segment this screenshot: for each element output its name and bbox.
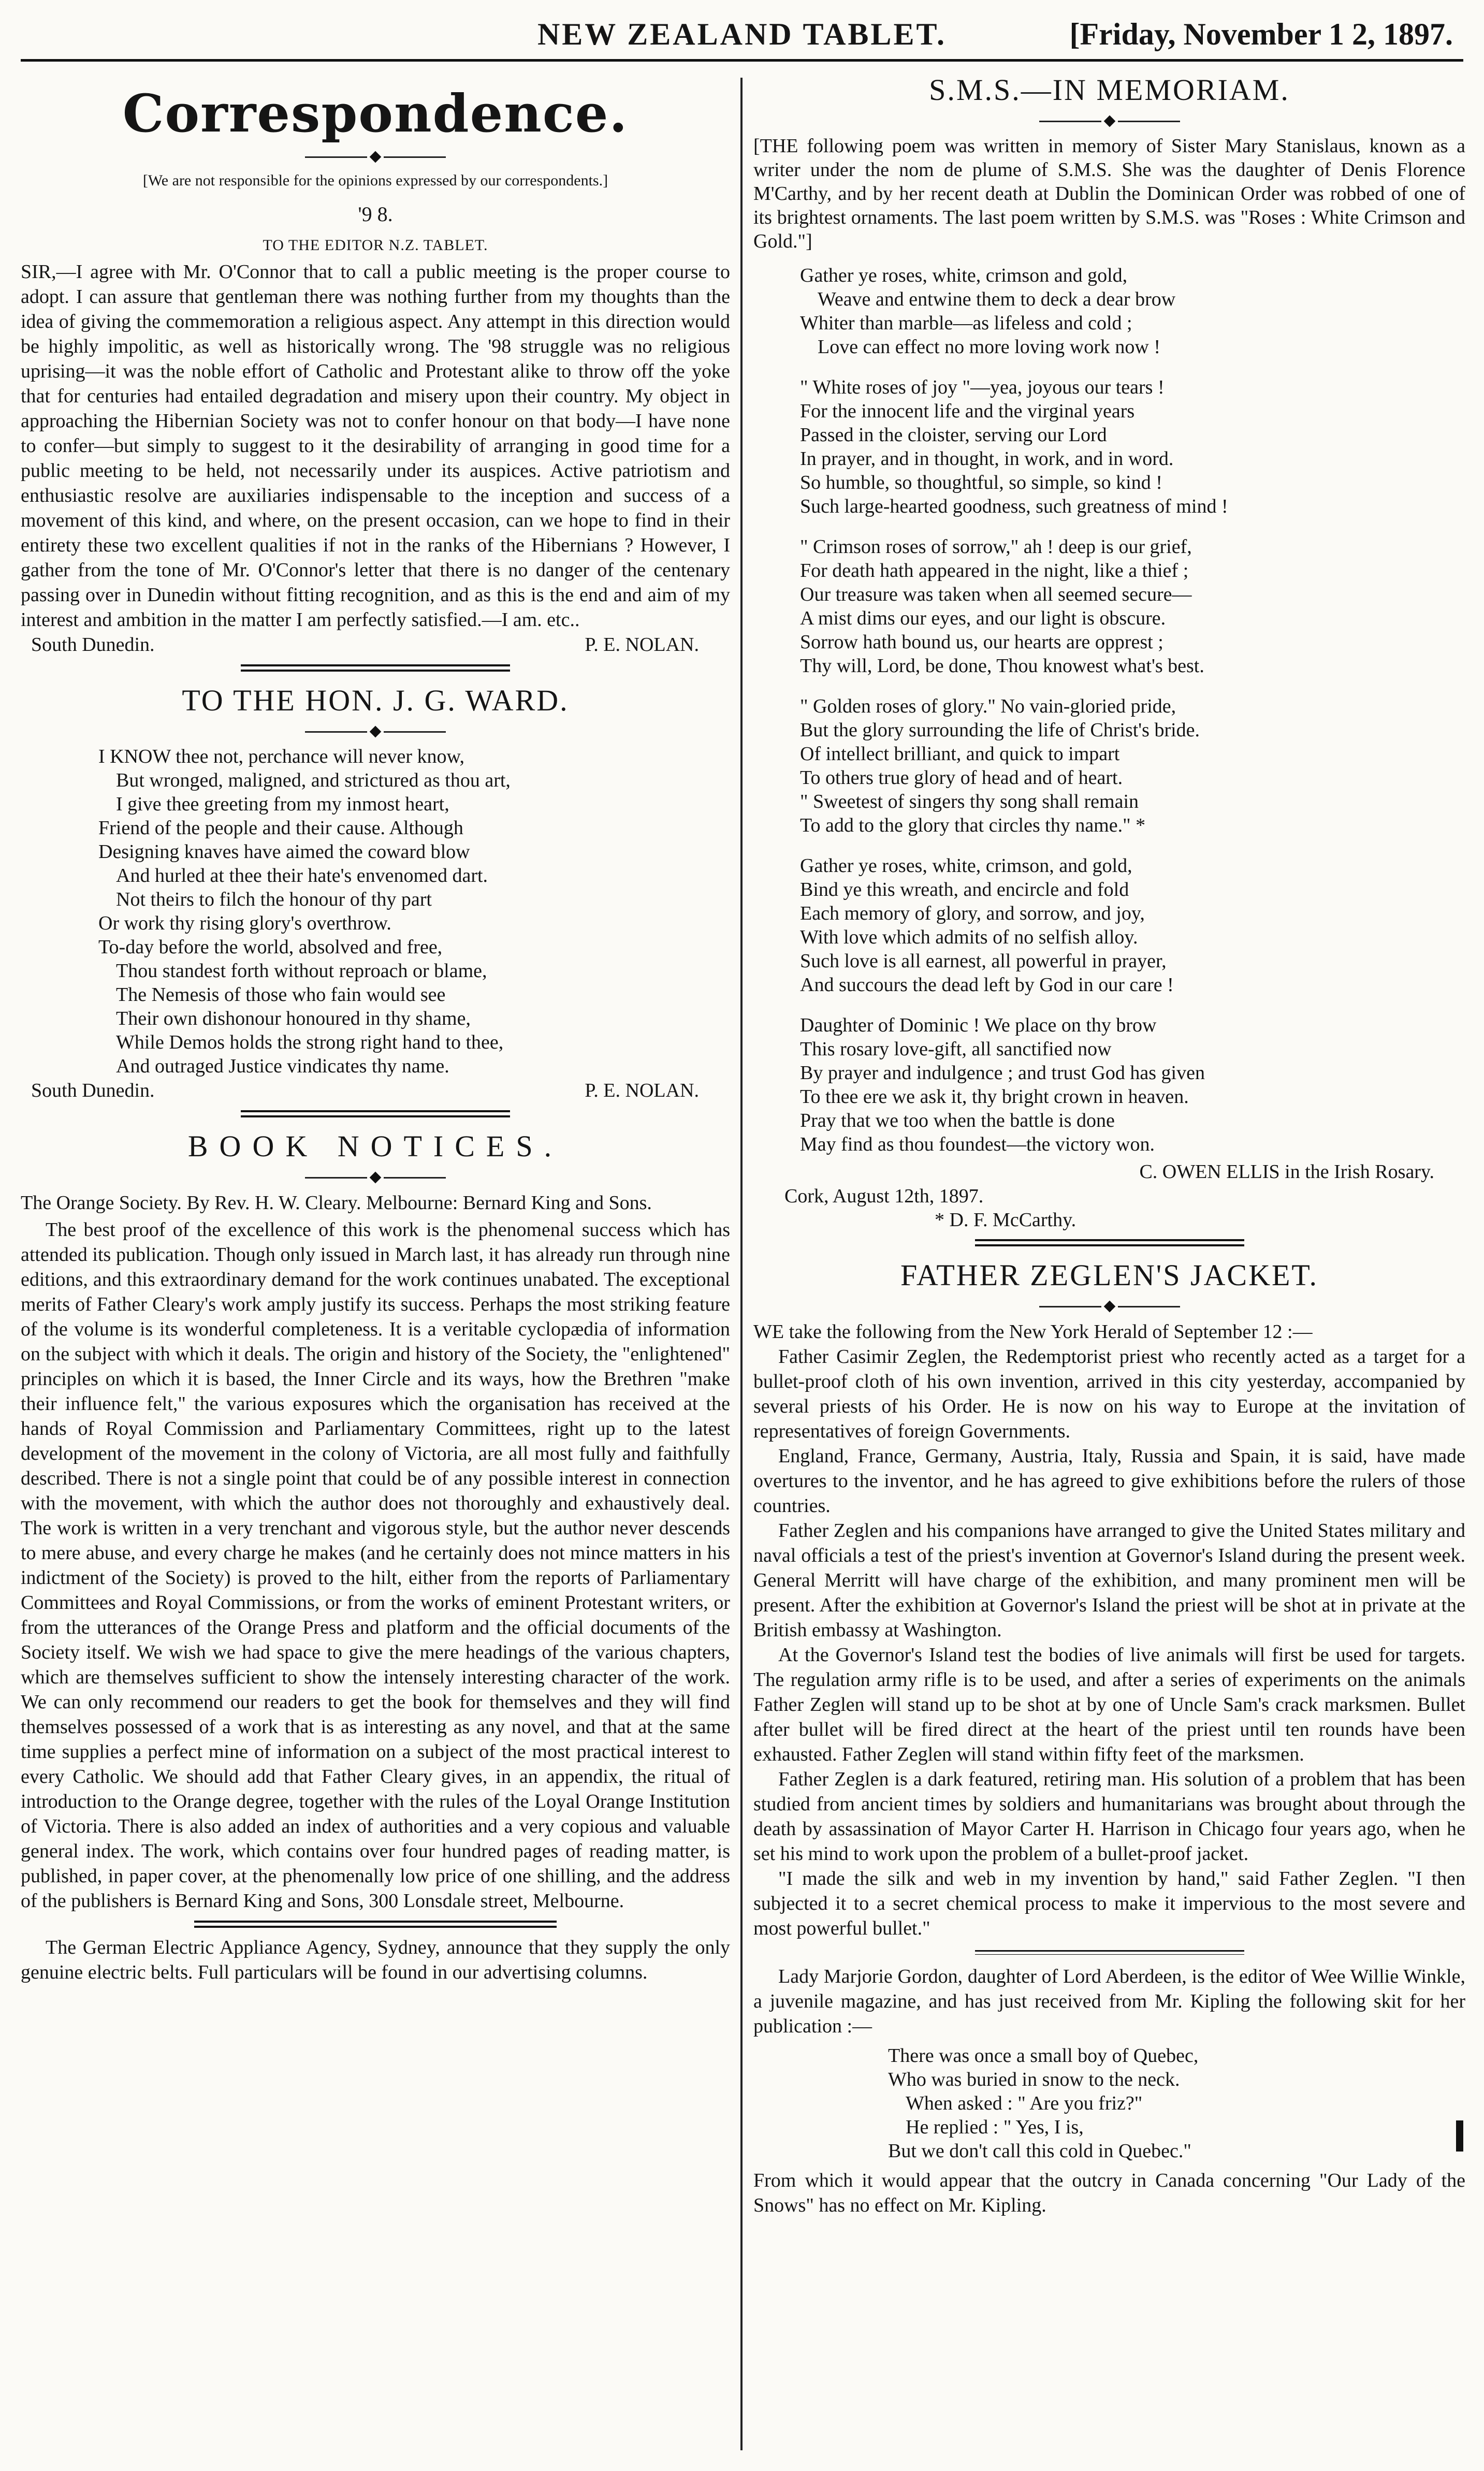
memoriam-intro: [THE following poem was written in memory of Sister Mary Stanislaus, known as a writer under the nom de plume of S.M.S. She was the daughter of Denis Florence M'Carthy, and by her recent death at Dublin the Dominican Order was robbed of one of its brightest ornaments. The last poem written by S.M.S. was "Roses : White Crimson and Gold."] [753, 135, 1465, 252]
book-notice-body: The best proof of the excellence of this work is the phenomenal success which has attended its publication. Though only issued in March last, it has already run through nine editions, and this extraordinary demand for the work continues unabated. The exceptional merits of Father Cleary's work amply justify its success. Perhaps the most striking feature of the volume is its wonderful completeness. It is a veritable cyclopædia of information on the subject with which it deals. The origin and history of the Society, the "enlightened" principles on which it is based, the Inner Circle and its ways, how the Brethren "make their influence felt," the various exposures which the organisation has received at the hands of Royal Commission and Parliamentary Committees, right up to the latest development of the movement in the colony of Victoria, are all most fully and faithfully described. There is not a single point that could be of any possible interest in connection with the movement, with which the author does not thoroughly and exhaustively deal. The work is written in a very trenchant and vigorous style, but the author never descends to mere abuse, and every charge he makes (and he certainly does not mince matters in his indictment of the Society) is proved to the hilt, either from the reports of Parliamentary Committees and Royal Commissions, or from the works of eminent Protestant writers, or from the utterances of the Orange Press and platform and the official documents of the Society itself. We wish we had space to give the mere headings of the various chapters, which are themselves sufficient to show the intensely interesting character of the work. We can only recommend our readers to get the book for themselves and they will find themselves possessed of a work that is as interesting as any novel, and that at the same time supplies a perfect mine of information on a subject of the most practical interest to every Catholic. We should add that Father Cleary gives, in an appendix, the ritual of introduction to the Orange degree, together with the rules of the Loyal Orange Institution of Victoria. There is also added an index of authorities and a very copious and valuable general index. The work, which contains over four hundred pages of reading matter, is published, in paper cover, at the phenomenally low price of one shilling, and the address of the publishers is Bernard King and Sons, 300 Lonsdale street, Melbourne. [21, 1219, 730, 1912]
poem-line: This rosary love-gift, all sanctified now [800, 1038, 1112, 1060]
memoriam-poem [753, 264, 1465, 1156]
skit-line: But we don't call this cold in Quebec." [888, 2140, 1191, 2162]
letter-addressee: TO THE EDITOR N.Z. TABLET. [263, 237, 488, 254]
kipling-outro: From which it would appear that the outcry in Canada concerning "Our Lady of the Snows" has no effect on Mr. Kipling. [753, 2170, 1465, 2216]
ward-poem-signoff [21, 1078, 730, 1103]
poem-line: To others true glory of head and of heart. [800, 767, 1123, 789]
poem-line: Pray that we too when the battle is done [800, 1110, 1115, 1131]
poem-line: But the glory surrounding the life of Christ's bride. [800, 719, 1200, 741]
poem-line: " White roses of joy "—yea, joyous our tears ! [800, 376, 1165, 398]
poem-line: Such large-hearted goodness, such greatness of mind ! [800, 496, 1228, 517]
zeglen-heading: FATHER ZEGLEN'S JACKET. [900, 1258, 1319, 1292]
poem-line: " Golden roses of glory." No vain-gloried pride, [800, 695, 1176, 717]
poem-line: Friend of the people and their cause. Although [98, 817, 463, 839]
zeglen-paragraph: Father Zeglen and his companions have arranged to give the United States military and naval officials a test of the priest's invention at Governor's Island during the present week. General Merritt will have charge of the exhibition, and many prominent men will be present. After the exhibition at Governor's Island the priest will be shot at in private at the British embassy at Washington. [753, 1520, 1465, 1641]
poem-line: Designing knaves have aimed the coward blow [98, 841, 470, 863]
poem-line: By prayer and indulgence ; and trust God has given [800, 1062, 1205, 1084]
poem-line: Weave and entwine them to deck a dear brow [818, 288, 1176, 310]
zeglen-paragraph: Father Casimir Zeglen, the Redemptorist priest who recently acted as a target for a bullet-proof cloth of his own invention, arrived in this city yesterday, accompanied by several priests of his Order. He is now on his way to Europe at the invitation of representatives of foreign Governments. [753, 1346, 1465, 1442]
poem-line: Our treasure was taken when all seemed secure— [800, 584, 1192, 605]
skit-line: Who was buried in snow to the neck. [888, 2069, 1180, 2090]
poem-line: Not theirs to filch the honour of thy part [116, 889, 432, 910]
poem-line: And succours the dead left by God in our care ! [800, 974, 1174, 996]
poem-line: Their own dishonour honoured in thy shame, [116, 1008, 471, 1029]
skit-line: When asked : " Are you friz?" [906, 2092, 1143, 2114]
memoriam-attribution: C. OWEN ELLIS in the Irish Rosary. [1139, 1161, 1434, 1183]
poem-line: In prayer, and in thought, in work, and in word. [800, 448, 1174, 470]
ward-poem [21, 745, 730, 1078]
stanza [800, 375, 1465, 518]
margin-mark [1456, 2120, 1463, 2152]
poem-line: Gather ye roses, white, crimson, and gold, [800, 855, 1132, 877]
poem-line: May find as thou foundest—the victory won. [800, 1133, 1155, 1155]
memoriam-heading: S.M.S.—IN MEMORIAM. [929, 73, 1290, 107]
zeglen-paragraph: "I made the silk and web in my invention by hand," said Father Zeglen. "I then subjected it to a secret chemical process to make it impervious to the most severe and most powerful bullet." [753, 1868, 1465, 1939]
poem-line: Bind ye this wreath, and encircle and fold [800, 879, 1129, 900]
ornament [21, 722, 730, 739]
poem-line: So humble, so thoughtful, so simple, so kind ! [800, 472, 1162, 493]
zeglen-intro: WE take the following from the New York Herald of September 12 :— [753, 1321, 1313, 1343]
poem-line: Thou standest forth without reproach or blame, [116, 960, 487, 982]
zeglen-paragraph: England, France, Germany, Austria, Italy, Russia and Spain, it is said, have made overtures to the inventor, and he has agreed to give exhibitions before the rulers of those countries. [753, 1445, 1465, 1517]
stanza [800, 694, 1465, 837]
poem-line: " Sweetest of singers thy song shall remain [800, 791, 1139, 812]
ornament [21, 147, 730, 165]
poem-line: I KNOW thee not, perchance will never know, [98, 746, 464, 767]
left-column [21, 72, 730, 2455]
poem-line: For the innocent life and the virginal years [800, 400, 1135, 422]
poem-line: Gather ye roses, white, crimson and gold, [800, 265, 1128, 286]
separator-rule [241, 664, 510, 672]
memoriam-place-date: Cork, August 12th, 1897. [784, 1185, 984, 1207]
poem-line: While Demos holds the strong right hand to thee, [116, 1031, 504, 1053]
ward-poem-place: South Dunedin. [31, 1080, 155, 1101]
separator-rule [975, 1239, 1244, 1246]
poem-line: The Nemesis of those who fain would see [116, 984, 446, 1006]
letter-place: South Dunedin. [31, 634, 155, 656]
book-reference: The Orange Society. By Rev. H. W. Cleary. Melbourne: Bernard King and Sons. [21, 1192, 652, 1214]
ward-poem-title: TO THE HON. J. G. WARD. [182, 684, 569, 717]
poem-line: Passed in the cloister, serving our Lord [800, 424, 1107, 446]
poem-line: Thy will, Lord, be done, Thou knowest what's best. [800, 655, 1204, 677]
poem-line: Whiter than marble—as lifeless and cold ; [800, 312, 1132, 334]
book-notices-heading: BOOK NOTICES. [187, 1129, 563, 1163]
poem-line: A mist dims our eyes, and our light is obscure. [800, 607, 1166, 629]
masthead-date: [Friday, November 1 2, 1897. [1069, 17, 1453, 51]
right-column [753, 72, 1465, 2455]
poem-line: For death hath appeared in the night, like a thief ; [800, 560, 1189, 582]
separator-rule [241, 1110, 510, 1117]
poem-line: But wronged, maligned, and strictured as thou art, [116, 769, 511, 791]
poem-line: Or work thy rising glory's overthrow. [98, 912, 391, 934]
poem-line: To thee ere we ask it, thy bright crown in heaven. [800, 1086, 1189, 1108]
poem-line: And outraged Justice vindicates thy name. [116, 1055, 449, 1077]
ward-poem-signature: P. E. NOLAN. [585, 1080, 699, 1101]
stanza [800, 535, 1465, 678]
poem-line: And hurled at thee their hate's envenomed dart. [116, 865, 488, 886]
section-title: Correspondence. [122, 83, 629, 144]
poem-line: " Crimson roses of sorrow," ah ! deep is our grief, [800, 536, 1192, 558]
letter-signoff [21, 632, 730, 657]
ornament [753, 1297, 1465, 1314]
poem-line: Of intellect brilliant, and quick to impart [800, 743, 1120, 765]
masthead [21, 9, 1463, 62]
column-divider [740, 78, 743, 2450]
poem-line: Love can effect no more loving work now ! [818, 336, 1160, 358]
separator-rule [194, 1921, 557, 1928]
poem-line: To-day before the world, absolved and free, [98, 936, 443, 958]
poem-line: Daughter of Dominic ! We place on thy brow [800, 1014, 1157, 1036]
advert-notice: The German Electric Appliance Agency, Sydney, announce that they supply the only genuine electric belts. Full particulars will be found in our advertising columns. [21, 1937, 730, 1983]
zeglen-paragraph: At the Governor's Island test the bodies of live animals will first be used for targets. The regulation army rifle is to be used, and after a series of experiments on the animals Father Zeglen will stand up to be shot at by one of Uncle Sam's crack marksmen. Bullet after bullet will be fired direct at the heart of the priest until ten rounds have been exhausted. Father Zeglen will stand within fifty feet of the marksmen. [753, 1644, 1465, 1765]
disclaimer: [We are not responsible for the opinions expressed by our correspondents.] [142, 172, 608, 189]
poem-line: To add to the glory that circles thy name." * [800, 815, 1146, 836]
poem-line: Sorrow hath bound us, our hearts are opprest ; [800, 631, 1163, 653]
poem-line: Such love is all earnest, all powerful in prayer, [800, 950, 1167, 972]
zeglen-paragraph: Father Zeglen is a dark featured, retiring man. His solution of a problem that has been studied from ancient times by soldiers and humanitarians was brought about through the death by assassination of Mayor Carter H. Harrison in Chicago four years ago, when he set his mind to work upon the problem of a bullet-proof jacket. [753, 1768, 1465, 1865]
ornament [21, 1168, 730, 1185]
masthead-title: NEW ZEALAND TABLET. [537, 17, 947, 51]
skit-line: He replied : " Yes, I is, [906, 2116, 1084, 2138]
stanza [800, 854, 1465, 997]
stanza [800, 264, 1465, 359]
skit-line: There was once a small boy of Quebec, [888, 2045, 1199, 2067]
stanza [800, 1013, 1465, 1156]
poem-line: Each memory of glory, and sorrow, and joy, [800, 903, 1145, 924]
ornament [753, 111, 1465, 129]
letter-body: SIR,—I agree with Mr. O'Connor that to call a public meeting is the proper course to adopt. I can assure that gentleman there was nothing further from my thoughts than the idea of giving the commemoration a religious aspect. Any attempt in this direction would be highly impolitic, as well as historically wrong. The '98 struggle was no religious uprising—it was the noble effort of Catholic and Protestant alike to throw off the yoke that for centuries had entailed degradation and misery upon their country. My object in approaching the Hibernian Society was not to confer honour on that body—I have none to confer—but simply to suggest to it the desirability of arranging in good time for a public meeting to be held, not necessarily under its auspices. Active patriotism and enthusiastic resolve are auxiliaries indispensable to the inception and success of a movement of this kind, and where, on the present occasion, can we hope to find in their entirety these two excellent qualities if not in the ranks of the Hibernians ? However, I gather from the tone of Mr. O'Connor's letter that there is no danger of the centenary passing over in Dunedin without fitting recognition, and as this is the end and aim of my interest and ambition in the matter I am perfectly satisfied.—I am. etc.. [21, 261, 730, 631]
separator-rule [975, 1950, 1244, 1955]
letter-title: '9 8. [358, 202, 393, 226]
poem-line: I give thee greeting from my inmost heart, [116, 793, 449, 815]
memoriam-footnote: * D. F. McCarthy. [935, 1209, 1076, 1231]
letter-signature: P. E. NOLAN. [585, 634, 699, 656]
kipling-skit [753, 2044, 1465, 2163]
kipling-intro: Lady Marjorie Gordon, daughter of Lord Aberdeen, is the editor of Wee Willie Winkle, a juvenile magazine, and has just received from Mr. Kipling the following skit for her publication :— [753, 1966, 1465, 2037]
poem-line: With love which admits of no selfish alloy. [800, 926, 1138, 948]
